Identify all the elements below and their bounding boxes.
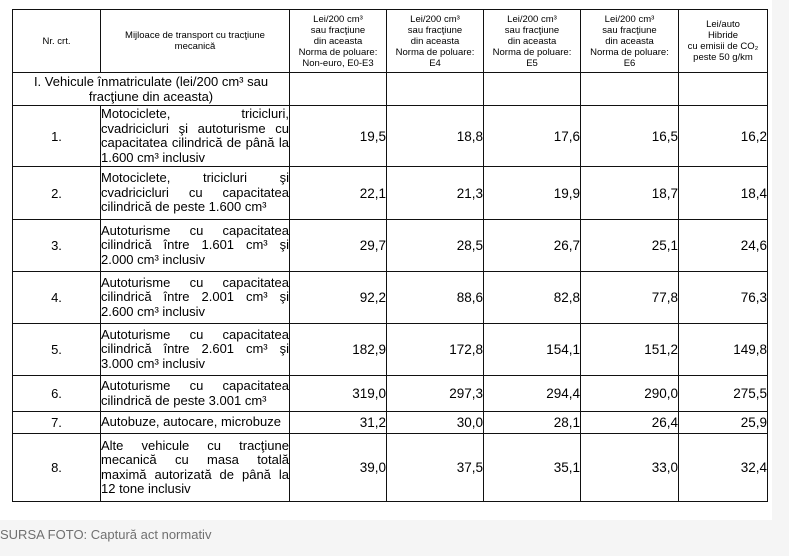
value-e6: 26,4 [581,412,679,434]
value-e5: 19,9 [484,167,581,220]
header-e6: Lei/200 cm³ sau fracţiune din aceasta Norma de poluare: E6 [581,10,679,73]
row-description: Motociclete, tricicluri şi cvadricicluri cu capacitatea cilindrică de peste 1.600 cm³ [101,167,290,220]
section-row [13,73,768,106]
row-description: Autoturisme cu capacitatea cilindrică între 1.601 cm³ şi 2.000 cm³ inclusiv [101,220,290,272]
row-number: 1. [13,106,101,167]
value-hybrid: 275,5 [679,376,768,412]
photo-source-caption: SURSA FOTO: Captură act normativ [0,527,212,542]
value-e4: 37,5 [387,434,484,502]
row-description: Autoturisme cu capacitatea cilindrică de peste 3.001 cm³ [101,376,290,412]
row-number: 6. [13,376,101,412]
row-description: Autobuze, autocare, microbuze [101,412,290,434]
value-e6: 16,5 [581,106,679,167]
value-e5: 26,7 [484,220,581,272]
row-description: Alte vehicule cu tracţiune mecanică cu masa totală maximă autorizată de până la 12 tone inclusiv [101,434,290,502]
value-e5: 82,8 [484,272,581,324]
table-row [13,434,768,502]
section-title: I. Vehicule înmatriculate (lei/200 cm³ sau fracţiune din aceasta) [13,73,290,106]
value-e4: 172,8 [387,324,484,376]
value-e4: 297,3 [387,376,484,412]
row-description: Motociclete, tricicluri, cvadricicluri şi autoturisme cu capacitatea cilindrică de până la 1.600 cm³ inclusiv [101,106,289,165]
value-e4: 88,6 [387,272,484,324]
value-e6: 77,8 [581,272,679,324]
value-e4: 30,0 [387,412,484,434]
value-e0-e3: 319,0 [290,376,387,412]
value-e5: 17,6 [484,106,581,167]
value-e4: 18,8 [387,106,484,167]
row-number: 3. [13,220,101,272]
value-e5: 35,1 [484,434,581,502]
value-hybrid: 24,6 [679,220,768,272]
row-number: 7. [13,412,101,434]
table-row [13,167,768,220]
table-row [13,220,768,272]
header-e0-e3: Lei/200 cm³ sau fracţiune din aceasta Norma de poluare: Non-euro, E0-E3 [290,10,387,73]
row-number: 4. [13,272,101,324]
value-e6: 25,1 [581,220,679,272]
row-description: Autoturisme cu capacitatea cilindrică între 2.601 cm³ şi 3.000 cm³ inclusiv [101,324,290,376]
value-e5: 294,4 [484,376,581,412]
tax-rate-table [12,9,768,502]
table-row [13,324,768,376]
value-e0-e3: 92,2 [290,272,387,324]
value-e6: 290,0 [581,376,679,412]
row-description: Autoturisme cu capacitatea cilindrică între 2.001 cm³ şi 2.600 cm³ inclusiv [101,272,290,324]
row-number: 5. [13,324,101,376]
header-nr: Nr. crt. [13,10,101,73]
value-hybrid: 16,2 [679,106,768,167]
value-e4: 21,3 [387,167,484,220]
header-e4: Lei/200 cm³ sau fracţiune din aceasta Norma de poluare: E4 [387,10,484,73]
value-e4: 28,5 [387,220,484,272]
table-row [13,412,768,434]
value-e0-e3: 39,0 [290,434,387,502]
value-e0-e3: 182,9 [290,324,387,376]
value-hybrid: 32,4 [679,434,768,502]
value-e0-e3: 22,1 [290,167,387,220]
value-hybrid: 18,4 [679,167,768,220]
value-e5: 154,1 [484,324,581,376]
header-e5: Lei/200 cm³ sau fracţiune din aceasta Norma de poluare: E5 [484,10,581,73]
row-number: 8. [13,434,101,502]
value-e6: 18,7 [581,167,679,220]
table-row [13,106,768,167]
value-e0-e3: 31,2 [290,412,387,434]
value-e6: 151,2 [581,324,679,376]
value-e0-e3: 29,7 [290,220,387,272]
row-number: 2. [13,167,101,220]
value-hybrid: 25,9 [679,412,768,434]
value-hybrid: 149,8 [679,324,768,376]
value-e5: 28,1 [484,412,581,434]
header-row [13,10,768,73]
value-e0-e3: 19,5 [290,106,387,167]
table-row [13,376,768,412]
table-row [13,272,768,324]
value-e6: 33,0 [581,434,679,502]
header-hybrid: Lei/auto Hibride cu emisii de CO₂ peste 50 g/km [679,10,768,73]
value-hybrid: 76,3 [679,272,768,324]
header-vehicle: Mijloace de transport cu tracţiune mecanică [101,10,290,73]
